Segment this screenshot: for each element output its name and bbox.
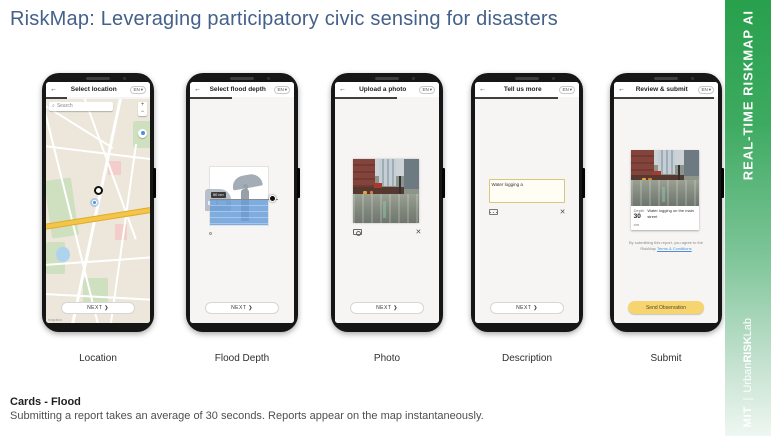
phone-camera-dot [412,77,415,80]
photo-texture [374,183,381,187]
back-icon[interactable]: ← [50,86,57,93]
screen-title: Review & submit [635,86,688,93]
map-zoom-control[interactable] [138,102,147,116]
photo-texture [662,187,665,202]
phone-camera-dot [123,77,126,80]
sidebar-accent-bar [725,0,771,436]
zoom-out-icon[interactable]: − [140,108,145,115]
review-details [631,206,699,230]
camera-icon[interactable] [353,229,362,235]
caption-location: Location [79,353,117,364]
language-label: EN [562,87,569,92]
screen-body [475,99,579,324]
next-button[interactable]: NEXT ❯ [205,302,280,314]
phone-side-button [153,168,156,198]
back-icon[interactable]: ← [194,86,201,93]
phone-speaker [86,77,110,80]
review-photo [631,150,699,206]
phone-side-button [442,168,445,198]
phone-camera-dot [691,77,694,80]
language-selector[interactable] [274,86,290,94]
water-level-line [210,199,278,200]
photo-texture [353,159,375,190]
language-selector[interactable] [559,86,575,94]
language-label: EN [277,87,284,92]
brand-urban: Urban [742,363,754,394]
chevron-down-icon: ▾ [569,86,572,92]
footer-heading: Cards - Flood [10,396,81,408]
language-selector[interactable] [130,86,146,94]
screen-description [475,82,579,323]
screen-body [614,99,718,324]
phone-side-button [721,168,724,198]
progress-bar [335,97,397,99]
photo-texture [353,194,419,223]
photo-texture [631,180,699,206]
phone-speaker [230,77,254,80]
phone-camera-dot [552,77,555,80]
phone-camera-dot [267,77,270,80]
screen-body [335,99,439,324]
flood-water-overlay [210,199,268,225]
keyboard-icon[interactable] [489,209,498,215]
brand-logo [742,318,754,428]
clear-text-icon[interactable]: ✕ [559,209,566,217]
locate-dot-icon [141,131,145,135]
locate-me-button[interactable] [138,129,147,138]
chevron-down-icon: ▾ [429,86,432,92]
review-description: Water logging on the main street [647,208,694,220]
phone-side-button [297,168,300,198]
app-header [475,82,579,97]
terms-link[interactable]: Terms & Conditions [656,245,692,251]
chevron-down-icon: ▾ [284,86,287,92]
map-attribution: mapbox [48,317,63,322]
caption-description: Description [501,353,553,364]
back-icon[interactable]: ← [479,86,486,93]
app-header [46,82,150,97]
screen-body [190,99,294,324]
depth-slider-handle[interactable] [269,195,276,202]
depth-unit: cm [633,221,639,227]
current-location-dot [92,200,97,205]
screen-submit [614,82,718,323]
screen-photo [335,82,439,323]
photo-texture [404,159,419,188]
remove-photo-icon[interactable]: ✕ [415,229,422,237]
caption-flood-depth: Flood Depth [214,353,270,364]
back-icon[interactable]: ← [618,86,625,93]
description-textarea[interactable]: Water logging a [489,179,566,203]
photo-texture [631,150,654,177]
caption-photo: Photo [373,353,401,364]
phone-speaker [654,77,678,80]
photo-texture [379,159,396,186]
sidebar-vertical-title: REAL-TIME RISKMAP AI [740,10,756,181]
brand-risk: RISK [742,336,754,364]
map-pond [56,247,70,263]
chevron-down-icon: ▾ [708,86,711,92]
progress-bar [614,97,714,99]
phone-mockup-flood-depth [186,73,298,332]
app-header [335,82,439,97]
progress-bar [475,97,558,99]
phone-mockup-photo [331,73,443,332]
language-label: EN [701,87,708,92]
screen-title: Select location [70,86,117,93]
depth-label: Depth [633,208,645,214]
next-button[interactable]: NEXT ❯ [350,302,425,314]
photo-texture [684,150,699,176]
search-placeholder: Search [56,103,73,109]
next-button[interactable]: NEXT ❯ [490,302,565,314]
brand-divider: | [742,398,754,401]
send-observation-button[interactable]: Send Observation [628,301,705,314]
search-icon: ⌕ [52,103,55,109]
phone-mockup-location [42,73,154,332]
location-pin[interactable] [94,186,103,195]
flood-depth-illustration [209,166,269,226]
uploaded-photo-thumbnail[interactable] [353,159,419,223]
brand-lab: Lab [742,318,754,337]
photo-texture [383,201,386,218]
flood-street-photo [631,150,699,206]
language-selector[interactable] [698,86,714,94]
depth-summary [634,208,645,227]
phone-side-button [582,168,585,198]
page-title: RiskMap: Leveraging participatory civic sensing for disasters [10,8,558,30]
depth-value-badge: 90 cm [212,192,224,198]
chevron-down-icon: ▾ [140,86,143,92]
screen-title: Tell us more [503,86,542,93]
app-header [190,82,294,97]
app-header [614,82,718,97]
map-canvas[interactable] [46,99,150,324]
screen-location [46,82,150,323]
mit-logo: MIT [742,406,754,428]
disclaimer-text: By submitting this report, you agree to the RiskMap [628,239,704,251]
depth-reference-dot [209,232,212,235]
photo-texture [658,150,676,174]
phone-speaker [515,77,539,80]
language-selector[interactable] [419,86,435,94]
phone-mockup-description [471,73,583,332]
search-input[interactable] [49,102,113,111]
progress-bar [190,97,232,99]
screen-flood-depth [190,82,294,323]
flood-street-photo [353,159,419,223]
legal-disclaimer [622,240,709,252]
screen-title: Select flood depth [209,86,266,93]
screen-body [46,99,150,324]
next-button[interactable]: NEXT ❯ [61,302,136,314]
screen-title: Upload a photo [359,86,407,93]
footer-body: Submitting a report takes an average of 30 seconds. Reports appear on the map instantaneously. [10,410,484,422]
progress-bar [46,97,67,99]
language-label: EN [422,87,429,92]
review-card [631,150,699,230]
back-icon[interactable]: ← [339,86,346,93]
zoom-in-icon[interactable]: + [140,101,145,108]
depth-value: 30 [633,213,641,221]
phone-speaker [375,77,399,80]
phone-mockup-submit [610,73,722,332]
language-label: EN [133,87,140,92]
photo-texture [653,171,660,175]
caption-submit: Submit [650,353,682,364]
